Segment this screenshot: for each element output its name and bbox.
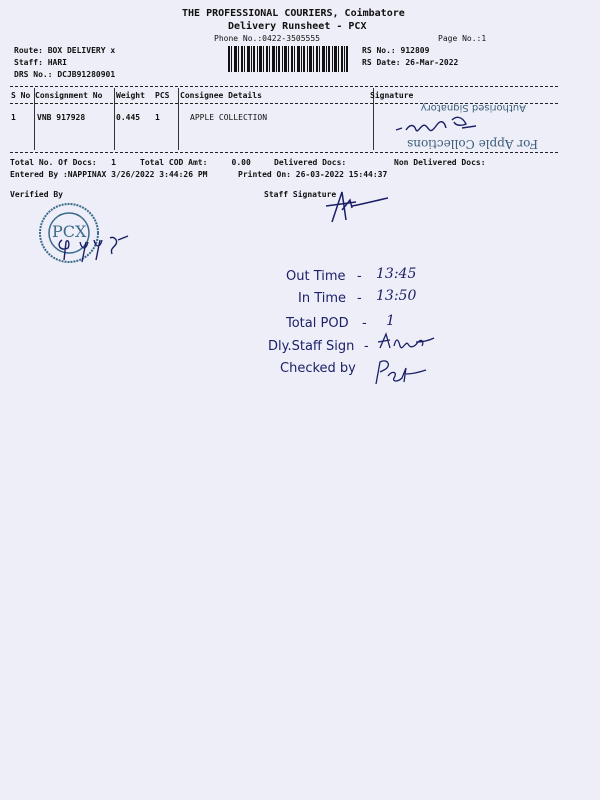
total-pod-dash: - [362, 316, 367, 331]
barcode [228, 46, 348, 72]
page-number: Page No.:1 [438, 34, 487, 43]
total-pod-label: Total POD [286, 316, 349, 331]
dly-staff-sign-dash: - [364, 339, 369, 354]
total-cod: Total COD Amt: 0.00 [140, 158, 251, 167]
header-consignment: Consignment No [35, 91, 103, 100]
pcx-stamp-text: PCX [52, 222, 87, 241]
dly-staff-signature-scribble [376, 330, 436, 354]
entered-by: Entered By :NAPPINAX 3/26/2022 3:44:26 PM [10, 170, 208, 179]
col-divider [178, 88, 179, 150]
header-consignee: Consignee Details [180, 91, 262, 100]
drs-number: DRS No.: DCJB91280901 [14, 70, 116, 79]
rs-date: RS Date: 26-Mar-2022 [362, 58, 459, 67]
table-top-rule [10, 86, 558, 87]
checked-by-signature [368, 358, 428, 390]
verified-by-label: Verified By [10, 190, 63, 199]
for-company-text: For Apple Collections [407, 137, 538, 151]
in-time-label: In Time [298, 291, 347, 306]
staff-signature-scribble [318, 186, 398, 226]
cell-pcs: 1 [155, 113, 160, 122]
checked-by-signature-scribble [368, 358, 428, 386]
cell-sno: 1 [11, 113, 16, 122]
cell-weight: 0.445 [116, 113, 141, 122]
out-time-value: 13:45 [376, 266, 417, 282]
phone-number: Phone No.:0422-3505555 [214, 34, 320, 43]
total-pod-value: 1 [386, 313, 395, 329]
delivered-docs: Delivered Docs: [274, 158, 347, 167]
barcode-graphic [228, 46, 348, 72]
printed-on: Printed On: 26-03-2022 15:44:37 [238, 170, 388, 179]
table-bottom-rule [10, 152, 558, 153]
non-delivered-docs: Non Delivered Docs: [394, 158, 486, 167]
header-pcs: PCS [155, 91, 170, 100]
out-time-label: Out Time [286, 269, 346, 284]
dly-staff-signature [376, 330, 436, 358]
total-docs: Total No. Of Docs: 1 [10, 158, 116, 167]
rs-number: RS No.: 912809 [362, 46, 430, 55]
header-sno: S No [11, 91, 31, 100]
staff-label: Staff: HARI [14, 58, 67, 67]
col-divider [114, 88, 115, 150]
out-time-dash: - [357, 269, 362, 284]
checked-by-label: Checked by [280, 361, 356, 376]
in-time-value: 13:50 [376, 288, 417, 304]
staff-signature-label: Staff Signature [264, 190, 337, 199]
authorised-signatory-text: Authorised Signatory [420, 102, 526, 113]
cell-consignment: VNB 917928 [37, 113, 86, 122]
company-name: THE PROFESSIONAL COURIERS, Coimbatore [182, 8, 405, 19]
receiver-signature-scribble [392, 112, 482, 138]
runsheet-title: Delivery Runsheet - PCX [228, 21, 367, 32]
receiver-signature [392, 112, 482, 142]
in-time-dash: - [357, 291, 362, 306]
header-signature: Signature [370, 91, 414, 100]
header-weight: Weight [116, 91, 145, 100]
verified-signature-scribble [54, 226, 134, 266]
dly-staff-sign-label: Dly.Staff Sign [268, 339, 355, 354]
cell-consignee: APPLE COLLECTION [190, 113, 268, 122]
route-label: Route: BOX DELIVERY x [14, 46, 116, 55]
verified-signature [54, 226, 134, 270]
staff-signature [318, 186, 398, 230]
